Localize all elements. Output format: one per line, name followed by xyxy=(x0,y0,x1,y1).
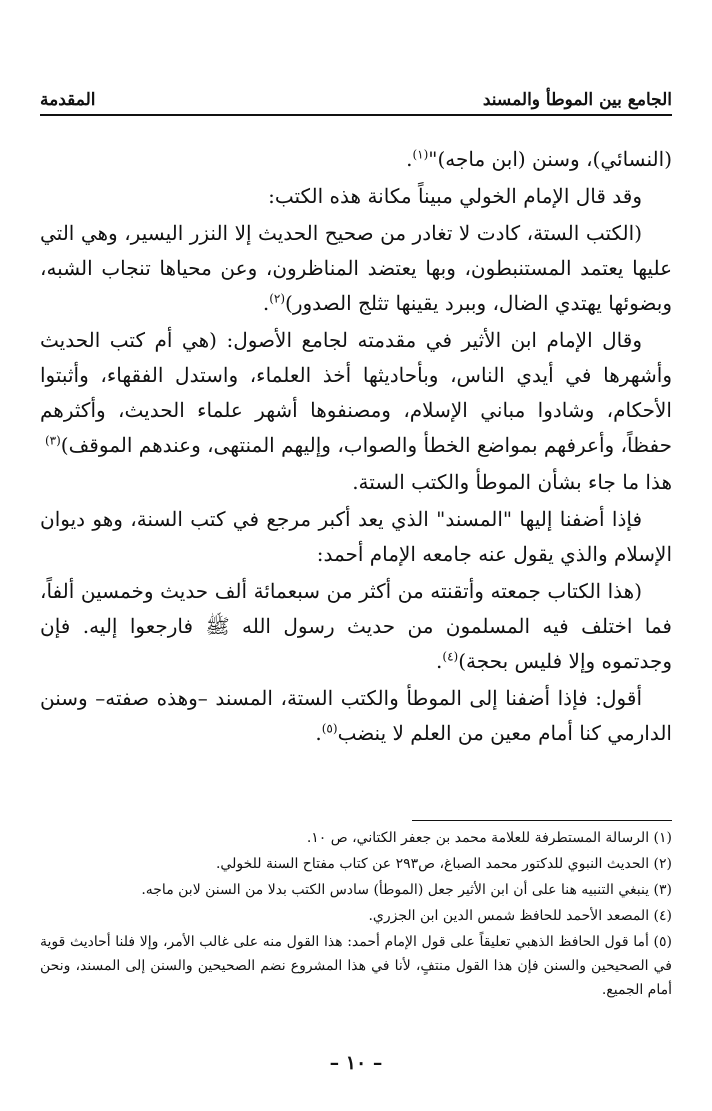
paragraph-3: (الكتب الستة، كادت لا تغادر من صحيح الحديث إلا النزر اليسير، وهي التي عليها يعتمد المستنبطون، وبها يعتضد المناظرون، وعن محياها تنجاب الشبه، وبضوئها يهتدي الضال، وببرد يقينها تثلج الصدور)$^{(٢)}$. xyxy=(40,221,672,315)
footnote-ref-2: (٢) xyxy=(269,291,286,306)
page-number: – ١٠ – xyxy=(329,1052,383,1074)
paragraph-1-text: (النسائي)، وسنن (ابن ماجه)" xyxy=(428,147,672,171)
section-title: المقدمة xyxy=(40,90,96,110)
footnote-4: (٤) المصعد الأحمد للحافظ شمس الدين ابن الجزري. xyxy=(368,908,672,924)
footnote-ref-5: (٥) xyxy=(321,721,338,736)
footnotes xyxy=(40,826,672,1004)
footnote-1: (١) الرسالة المستطرفة للعلامة محمد بن جعفر الكتاني، ص ١٠. xyxy=(306,830,672,846)
paragraph-7: (هذا الكتاب جمعته وأتقنته من أكثر من سبعمائة ألف حديث وخمسين ألفاً، فما اختلف فيه المسلمون من حديث رسول الله ﷺ فارجعوا إليه. فإن وجدتموه وإلا فليس بحجة)$^{(٤)}$. xyxy=(40,579,672,673)
paragraph-8-text: أقول: فإذا أضفنا إلى الموطأ والكتب الستة، المسند –وهذه صفته– وسنن الدارمي كنا أمام معين من العلم لا ينضب xyxy=(40,686,672,745)
running-header xyxy=(40,76,672,116)
footnote-separator xyxy=(412,820,672,821)
paragraph-5: هذا ما جاء بشأن الموطأ والكتب الستة. xyxy=(352,470,672,494)
main-text xyxy=(40,142,672,753)
footnote-5: (٥) أما قول الحافظ الذهبي تعليقاً على قول الإمام أحمد: هذا القول منه على غالب الأمر، وإلا فلنا أحاديث قوية في الصحيحين والسنن فإن هذا القول منتفٍ، لأنا في هذا المشروع نضم الصحيحين والسنن إلى المسند، ونحن أمام الجميع. xyxy=(40,934,672,998)
footnote-2: (٢) الحديث النبوي للدكتور محمد الصباغ، ص٢٩٣ عن كتاب مفتاح السنة للخولي. xyxy=(215,856,672,872)
paragraph-8: أقول: فإذا أضفنا إلى الموطأ والكتب الستة، المسند –وهذه صفته– وسنن الدارمي كنا أمام معين من العلم لا ينضب$^{(٥)}$. xyxy=(40,686,672,745)
footnote-ref-1: (١) xyxy=(412,147,429,162)
paragraph-4 xyxy=(40,323,672,463)
paragraph-1: (النسائي)، وسنن (ابن ماجه)"$^{(١)}$. xyxy=(406,147,672,171)
footnote-ref-3: (٣) xyxy=(44,433,61,448)
paragraph-3-text: (الكتب الستة، كادت لا تغادر من صحيح الحديث إلا النزر اليسير، وهي التي عليها يعتمد المستنبطون، وبها يعتضد المناظرون، وعن محياها تنجاب الشبه، وبضوئها يهتدي الضال، وببرد يقينها تثلج الصدور) xyxy=(40,221,672,315)
book-title: الجامع بين الموطأ والمسند xyxy=(482,90,672,110)
paragraph-7-text: (هذا الكتاب جمعته وأتقنته من أكثر من سبعمائة ألف حديث وخمسين ألفاً، فما اختلف فيه المسلمون من حديث رسول الله ﷺ فارجعوا إليه. فإن وجدتموه وإلا فليس بحجة) xyxy=(40,579,672,673)
paragraph-4-text: وقال الإمام ابن الأثير في مقدمته لجامع الأصول: (هي أم كتب الحديث وأشهرها في أيدي الناس، وبأحاديثها أخذ العلماء، واستدل الفقهاء، وأثبتوا الأحكام، وشادوا مباني الإسلام، ومصنفوها أشهر علماء الحديث، وأكثرهم حفظاً، وأعرفهم بمواضع الخطأ والصواب، وإليهم المنتهى، وعندهم الموقف) xyxy=(40,328,672,457)
paragraph-6: فإذا أضفنا إليها "المسند" الذي يعد أكبر مرجع في كتب السنة، وهو ديوان الإسلام والذي يقول عنه جامعه الإمام أحمد: xyxy=(40,507,672,566)
footnote-3: (٣) ينبغي التنبيه هنا على أن ابن الأثير جعل (الموطأ) سادس الكتب بدلا من السنن لابن ماجه. xyxy=(141,882,672,898)
footnote-ref-4: (٤) xyxy=(442,649,459,664)
paragraph-2: وقد قال الإمام الخولي مبيناً مكانة هذه الكتب: xyxy=(268,184,642,208)
